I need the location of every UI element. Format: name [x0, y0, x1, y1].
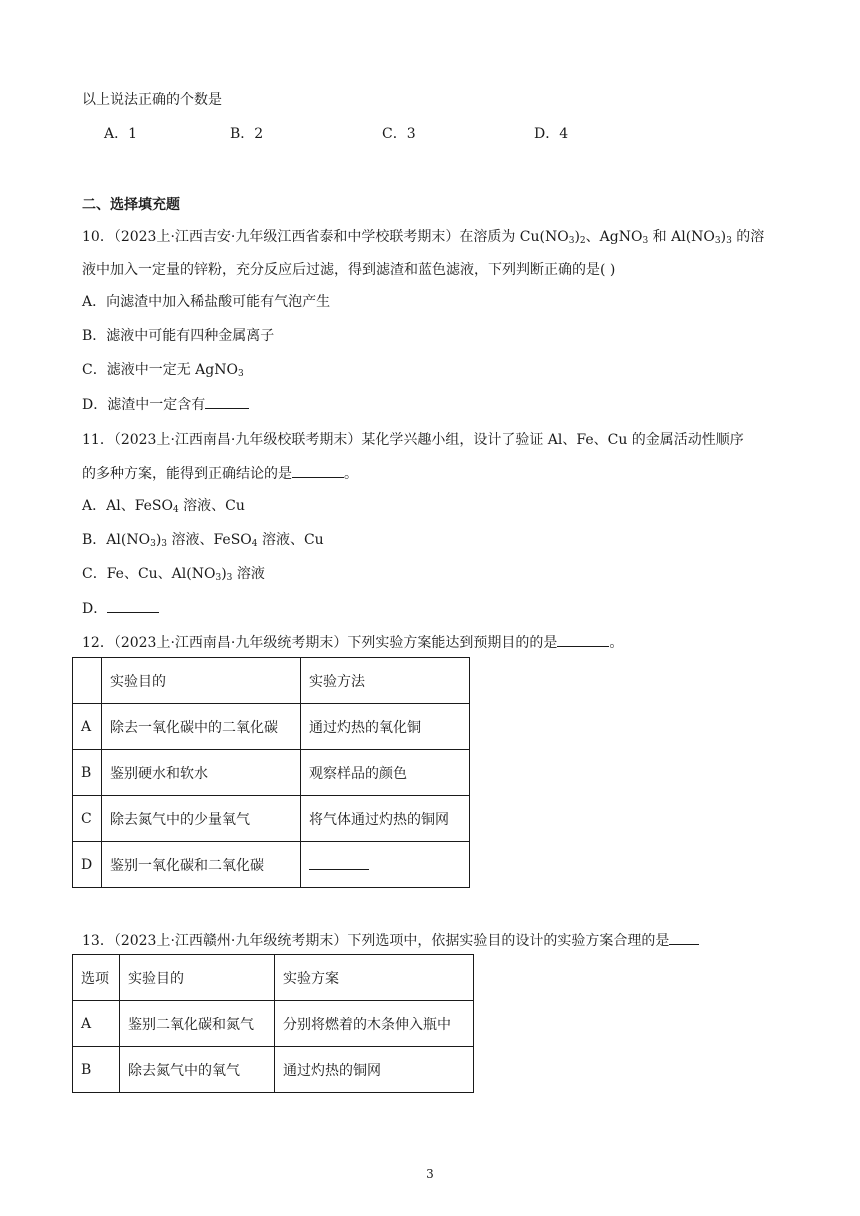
table-cell: 鉴别硬水和软水 — [102, 750, 301, 796]
answer-blank — [107, 598, 159, 613]
q10-option-c: C．滤液中一定无 AgNO$_3$ — [82, 362, 244, 379]
q10-line2: 液中加入一定量的锌粉，充分反应后过滤，得到滤渣和蓝色滤液，下列判断正确的是( ) — [82, 262, 616, 278]
answer-blank — [669, 930, 699, 945]
q12-line1: 12．（2023上·江西南昌·九年级统考期末）下列实验方案能达到预期目的的是 。 — [82, 632, 623, 653]
q11-option-d: D． — [82, 598, 159, 619]
table-cell: 通过灼热的氧化铜 — [301, 704, 470, 750]
table-cell: A — [73, 704, 102, 750]
table-cell: 实验目的 — [120, 955, 275, 1001]
q11-line2: 的多种方案，能得到正确结论的是 。 — [82, 463, 358, 484]
section-title: 二、选择填充题 — [82, 197, 180, 213]
table-cell: 选项 — [73, 955, 120, 1001]
table-header-row — [73, 658, 470, 704]
table-cell: B — [73, 750, 102, 796]
table-cell: C — [73, 796, 102, 842]
q9-option-b: B．2 — [230, 126, 264, 142]
table-cell: 除去一氧化碳中的二氧化碳 — [102, 704, 301, 750]
q11-line1: 11．（2023上·江西南昌·九年级校联考期末）某化学兴趣小组，设计了验证 Al、Fe、Cu 的金属活动性顺序 — [82, 432, 744, 448]
table-cell: 实验方案 — [275, 955, 474, 1001]
q11-option-b: B．$Al(NO_3)_3$ 溶液、FeSO$_4$ 溶液、Cu — [82, 532, 324, 549]
table-cell: D — [73, 842, 102, 888]
table-header-row — [73, 955, 474, 1001]
answer-blank — [309, 855, 369, 870]
q10-option-d: D．滤渣中一定含有 — [82, 394, 249, 415]
table-row — [73, 1001, 474, 1047]
table-row — [73, 704, 470, 750]
page-number: 3 — [426, 1167, 434, 1181]
table-row — [73, 842, 470, 888]
q13-line1: 13．（2023上·江西赣州·九年级统考期末）下列选项中，依据实验目的设计的实验方案合理的是 — [82, 930, 699, 951]
table-cell: 将气体通过灼热的铜网 — [301, 796, 470, 842]
table-cell: 实验方法 — [301, 658, 470, 704]
table-cell: 除去氮气中的氧气 — [120, 1047, 275, 1093]
q9-option-c: C．3 — [382, 126, 416, 142]
table-row — [73, 1047, 474, 1093]
q9-options — [104, 124, 624, 144]
q11-option-a: A．Al、FeSO$_4$ 溶液、Cu — [82, 498, 245, 515]
q11-option-c: C．Fe、Cu、$Al(NO_3)_3$ 溶液 — [82, 566, 265, 583]
table-cell: 鉴别一氧化碳和二氧化碳 — [102, 842, 301, 888]
table-cell — [73, 658, 102, 704]
table-cell: A — [73, 1001, 120, 1047]
table-cell: 实验目的 — [102, 658, 301, 704]
q10-option-b: B．滤液中可能有四种金属离子 — [82, 328, 275, 344]
intro-text: 以上说法正确的个数是 — [82, 92, 222, 108]
table-cell: 分别将燃着的木条伸入瓶中 — [275, 1001, 474, 1047]
q10-line1: 10．（2023上·江西吉安·九年级江西省泰和中学校联考期末）在溶质为 $Cu(NO_3)_2$、AgNO$_3$ 和 $Al(NO_3)_3$ 的溶 — [82, 229, 765, 246]
q9-option-a: A．1 — [104, 126, 138, 142]
table-cell — [301, 842, 470, 888]
q12-table — [72, 657, 470, 888]
table-cell: 通过灼热的铜网 — [275, 1047, 474, 1093]
table-cell: B — [73, 1047, 120, 1093]
answer-blank — [557, 632, 609, 647]
table-cell: 除去氮气中的少量氧气 — [102, 796, 301, 842]
table-row — [73, 750, 470, 796]
table-row — [73, 796, 470, 842]
answer-blank — [292, 463, 344, 478]
table-cell: 观察样品的颜色 — [301, 750, 470, 796]
q10-option-a: A．向滤渣中加入稀盐酸可能有气泡产生 — [82, 294, 331, 310]
q9-option-d: D．4 — [534, 126, 569, 142]
answer-blank — [205, 394, 249, 409]
q13-table — [72, 954, 474, 1093]
table-cell: 鉴别二氧化碳和氮气 — [120, 1001, 275, 1047]
